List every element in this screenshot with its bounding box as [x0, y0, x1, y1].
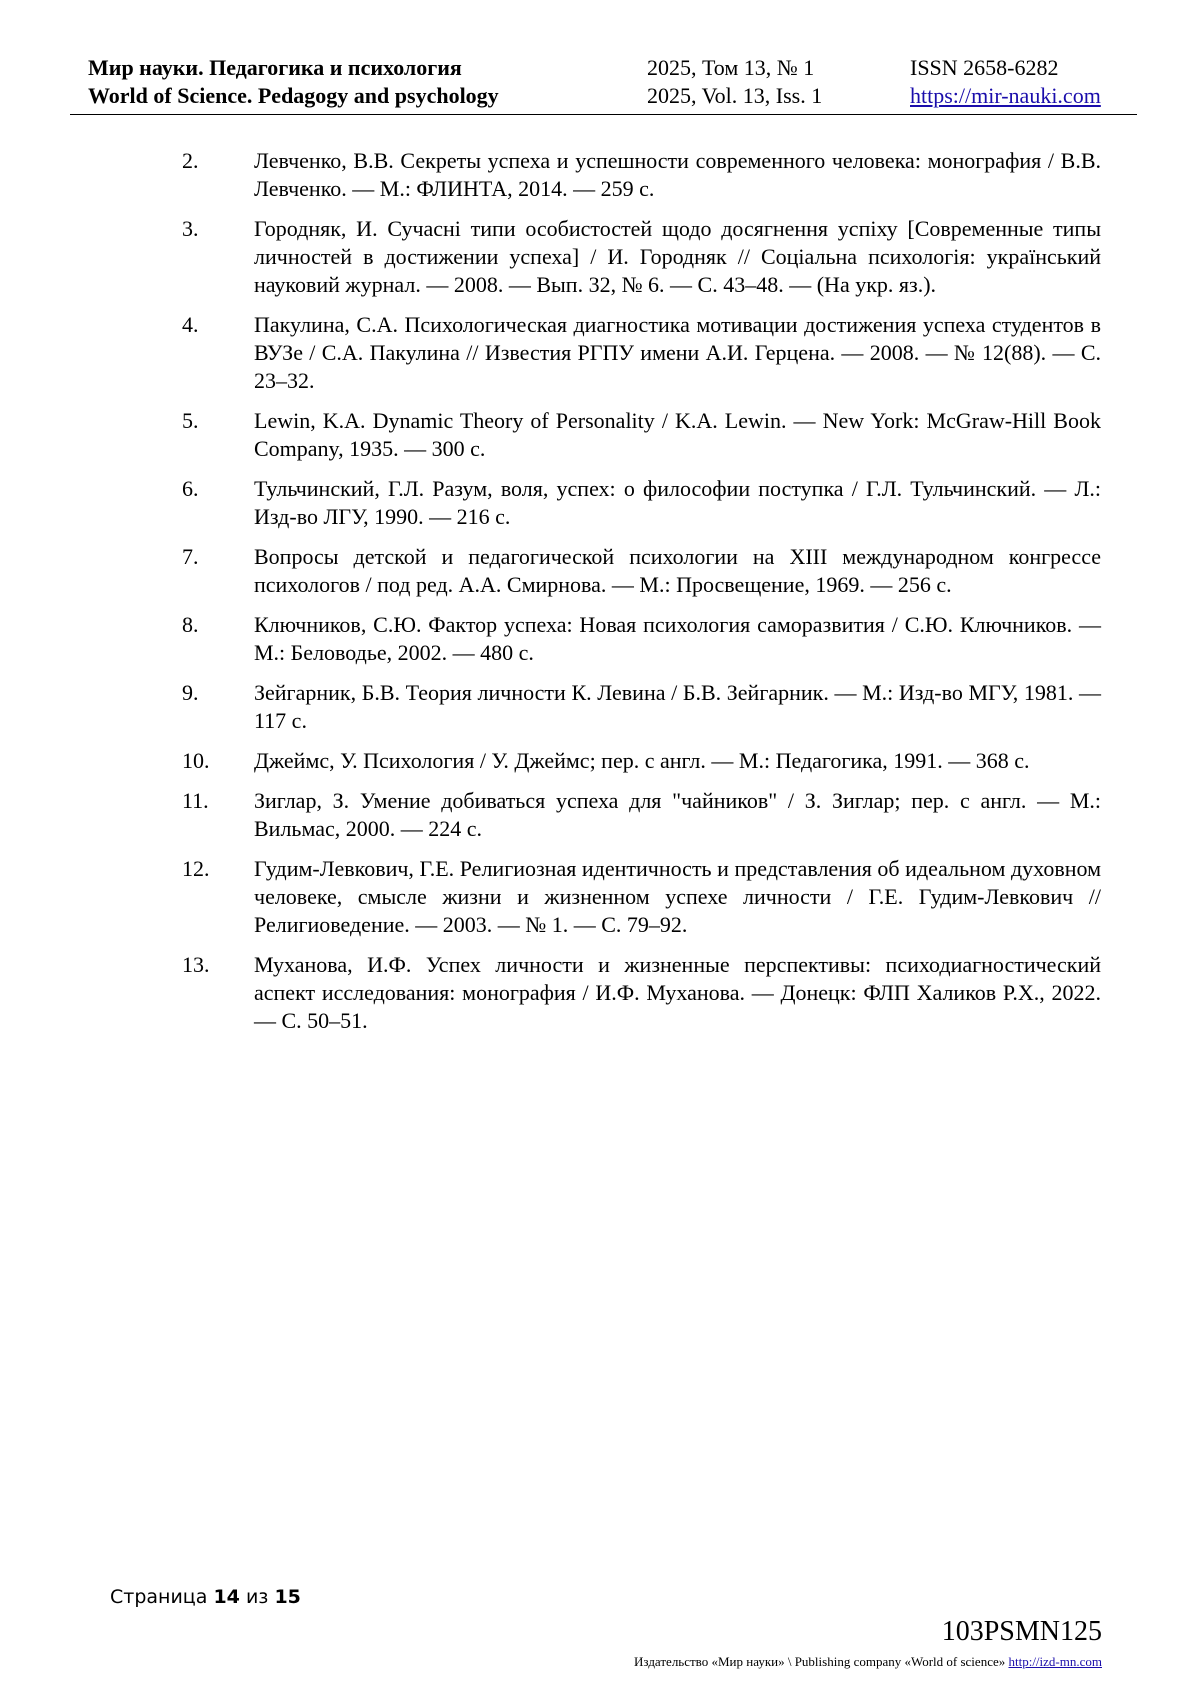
reference-item: [182, 215, 1101, 299]
reference-text: Вопросы детской и педагогической психологии на XIII международном конгрессе психологов / под ред. А.А. Смирнова. — М.: Просвещение, 1969. — 256 с.: [254, 544, 1101, 597]
issue-info-ru: 2025, Том 13, № 1: [647, 55, 815, 80]
page-counter: [110, 1586, 301, 1608]
publisher-link[interactable]: http://izd-mn.com: [1008, 1654, 1102, 1669]
reference-number: 10.: [182, 748, 210, 773]
reference-number: 12.: [182, 856, 210, 881]
reference-text: Гудим-Левкович, Г.Е. Религиозная идентичность и представления об идеальном духовном человеке, смысле жизни и жизненном успехе личности / Г.Е. Гудим-Левкович // Религиоведение. — 2003. — № 1. — С. 79–92.: [254, 856, 1101, 937]
reference-number: 11.: [182, 788, 209, 813]
reference-number: 13.: [182, 952, 210, 977]
journal-title-ru: Мир науки. Педагогика и психология: [88, 55, 462, 80]
reference-item: [182, 311, 1101, 395]
reference-text: Джеймс, У. Психология / У. Джеймс; пер. с англ. — М.: Педагогика, 1991. — 368 с.: [254, 748, 1030, 773]
reference-text: Пакулина, С.А. Психологическая диагностика мотивации достижения успеха студентов в ВУЗе / С.А. Пакулина // Известия РГПУ имени А.И. Герцена. — 2008. — № 12(88). — С. 23–32.: [254, 312, 1101, 393]
reference-item: [182, 787, 1101, 843]
reference-text: Городняк, И. Сучасні типи особистостей щодо досягнення успіху [Современные типы личностей в достижении успеха] / И. Городняк // Соціальна психологія: український науковий журнал. — 2008. — Вып. 32, № 6. — С. 43–48. — (На укр. яз.).: [254, 216, 1101, 297]
journal-title: [88, 54, 499, 110]
reference-text: Тульчинский, Г.Л. Разум, воля, успех: о философии поступка / Г.Л. Тульчинский. — Л.: Изд-во ЛГУ, 1990. — 216 с.: [254, 476, 1101, 529]
reference-text: Зиглар, З. Умение добиваться успеха для "чайников" / З. Зиглар; пер. с англ. — М.: Вильмас, 2000. — 224 с.: [254, 788, 1101, 841]
page-of: из: [245, 1586, 269, 1608]
page-current: 14: [213, 1586, 240, 1608]
issn-block: [910, 54, 1101, 110]
reference-number: 5.: [182, 408, 199, 433]
reference-list: [182, 147, 1101, 1047]
reference-number: 4.: [182, 312, 199, 337]
issue-info-en: 2025, Vol. 13, Iss. 1: [647, 83, 823, 108]
reference-number: 8.: [182, 612, 199, 637]
reference-text: Ключников, С.Ю. Фактор успеха: Новая психология саморазвития / С.Ю. Ключников. — М.: Беловодье, 2002. — 480 с.: [254, 612, 1101, 665]
publisher-line: [634, 1654, 1102, 1670]
journal-website-link[interactable]: https://mir-nauki.com: [910, 83, 1101, 108]
reference-text: Муханова, И.Ф. Успех личности и жизненные перспективы: психодиагностический аспект исследования: монография / И.Ф. Муханова. — Донецк: ФЛП Халиков Р.Х., 2022. — С. 50–51.: [254, 952, 1101, 1033]
publisher-text: Издательство «Мир науки» \ Publishing company «World of science»: [634, 1654, 1006, 1669]
reference-item: [182, 147, 1101, 203]
reference-item: [182, 855, 1101, 939]
reference-number: 7.: [182, 544, 199, 569]
journal-title-en: World of Science. Pedagogy and psychology: [88, 83, 499, 108]
reference-item: [182, 475, 1101, 531]
reference-text: Левченко, В.В. Секреты успеха и успешности современного человека: монография / В.В. Левченко. — М.: ФЛИНТА, 2014. — 259 с.: [254, 148, 1101, 201]
reference-number: 6.: [182, 476, 199, 501]
reference-number: 9.: [182, 680, 199, 705]
reference-text: Зейгарник, Б.В. Теория личности К. Левина / Б.В. Зейгарник. — М.: Изд-во МГУ, 1981. — 117 с.: [254, 680, 1101, 733]
reference-item: [182, 679, 1101, 735]
issn: ISSN 2658-6282: [910, 55, 1059, 80]
reference-item: [182, 747, 1101, 775]
issue-info: [647, 54, 822, 110]
reference-text: Lewin, K.A. Dynamic Theory of Personality / K.A. Lewin. — New York: McGraw-Hill Book Company, 1935. — 300 c.: [254, 408, 1101, 461]
page-header: [70, 52, 1137, 115]
reference-item: [182, 543, 1101, 599]
reference-item: [182, 611, 1101, 667]
page-label: Страница: [110, 1586, 208, 1608]
page-total: 15: [274, 1586, 301, 1608]
article-code: 103PSMN125: [941, 1616, 1102, 1647]
reference-number: 2.: [182, 148, 199, 173]
reference-number: 3.: [182, 216, 199, 241]
reference-item: [182, 951, 1101, 1035]
reference-item: [182, 407, 1101, 463]
